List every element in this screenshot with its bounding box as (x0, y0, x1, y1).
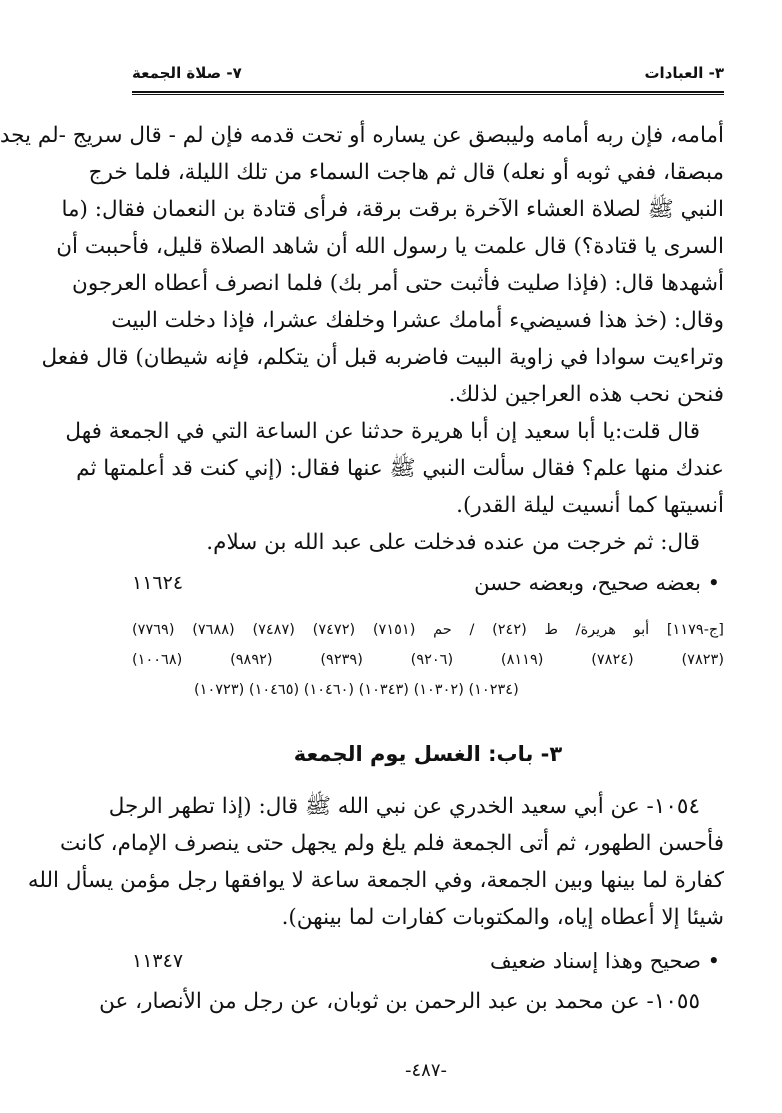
body-line: وتراءيت سوادا في زاوية البيت فاضربه قبل أن يتكلم، فإنه شيطان) قال ففعل (41, 345, 724, 370)
reference-line: (٧٨٢٣) (٧٨٢٤) (٨١١٩) (٩٢٠٦) (٩٢٣٩) (٩٨٩٢) (١٠٠٦٨) (132, 652, 724, 668)
chapter-title: ٣- باب: الغسل يوم الجمعة (293, 742, 563, 766)
header-rule-thin (132, 94, 724, 95)
grade-row (132, 946, 724, 976)
grade-number: ١١٣٤٧ (132, 950, 184, 972)
body-line: قال قلت:يا أبا سعيد إن أبا هريرة حدثنا عن الساعة التي في الجمعة فهل (65, 419, 700, 444)
hadith-line: ١٠٥٤- عن أبي سعيد الخدري عن نبي الله ﷺ قال: (إذا تطهر الرجل (108, 794, 700, 819)
body-line: قال: ثم خرجت من عنده فدخلت على عبد الله بن سلام. (206, 530, 700, 555)
body-line: النبي ﷺ لصلاة العشاء الآخرة برقت برقة، فرأى قتادة بن النعمان فقال: (ما (61, 197, 724, 222)
body-line: عندك منها علم؟ فقال سألت النبي ﷺ عنها فقال: (إني كنت قد أعلمتها ثم (76, 456, 724, 481)
grade-row (132, 568, 724, 598)
running-header (132, 60, 724, 86)
body-line: أشهدها قال: (فإذا صليت فأثبت حتى أمر بك) فلما انصرف أعطاه العرجون (72, 271, 724, 296)
reference-line: [ج-١١٧٩] أبو هريرة/ ط (٢٤٢) / حم (٧١٥١) (٧٤٧٢) (٧٤٨٧) (٧٦٨٨) (٧٧٦٩) (132, 622, 724, 638)
body-line: أمامه، فإن ربه أمامه وليبصق عن يساره أو تحت قدمه فإن لم - قال سريج -لم يجد (0, 123, 724, 148)
body-line: فنحن نحب هذه العراجين لذلك. (448, 382, 724, 407)
body-line: أنسيتها كما أنسيت ليلة القدر). (456, 493, 724, 518)
hadith-line: شيئا إلا أعطاه إياه، والمكتوبات كفارات لما بينهن). (281, 905, 724, 930)
grade-text: • صحيح وهذا إسناد ضعيف (490, 949, 720, 973)
hadith-line: كفارة لما بينها وبين الجمعة، وفي الجمعة ساعة لا يوافقها رجل مؤمن يسأل الله (27, 868, 724, 893)
hadith-line: فأحسن الطهور، ثم أتى الجمعة فلم يلغ ولم يجهل حتى ينصرف الإمام، كانت (59, 831, 724, 856)
grade-number: ١١٦٢٤ (132, 572, 184, 594)
page-number: -٤٨٧- (404, 1060, 447, 1081)
book-section-label: ٣- العبادات (644, 64, 724, 82)
body-line: وقال: (خذ هذا فسيضيء أمامك عشرا وخلفك عشرا، فإذا دخلت البيت (111, 308, 724, 333)
reference-line: (١٠٢٣٤) (١٠٣٠٢) (١٠٣٤٣) (١٠٤٦٠) (١٠٤٦٥) (١٠٧٢٣) (194, 682, 519, 698)
hadith-line: ١٠٥٥- عن محمد بن عبد الرحمن بن ثوبان، عن رجل من الأنصار، عن (99, 989, 700, 1014)
chapter-section-label: ٧- صلاة الجمعة (132, 64, 242, 82)
body-line: مبصقا، ففي ثوبه أو نعله) قال ثم هاجت السماء من تلك الليلة، فلما خرج (88, 160, 724, 185)
header-rule (132, 91, 724, 93)
grade-text: • بعضه صحيح، وبعضه حسن (474, 571, 720, 595)
body-line: السرى يا قتادة؟) قال علمت يا رسول الله أن شاهد الصلاة قليل، فأحببت أن (56, 234, 724, 259)
